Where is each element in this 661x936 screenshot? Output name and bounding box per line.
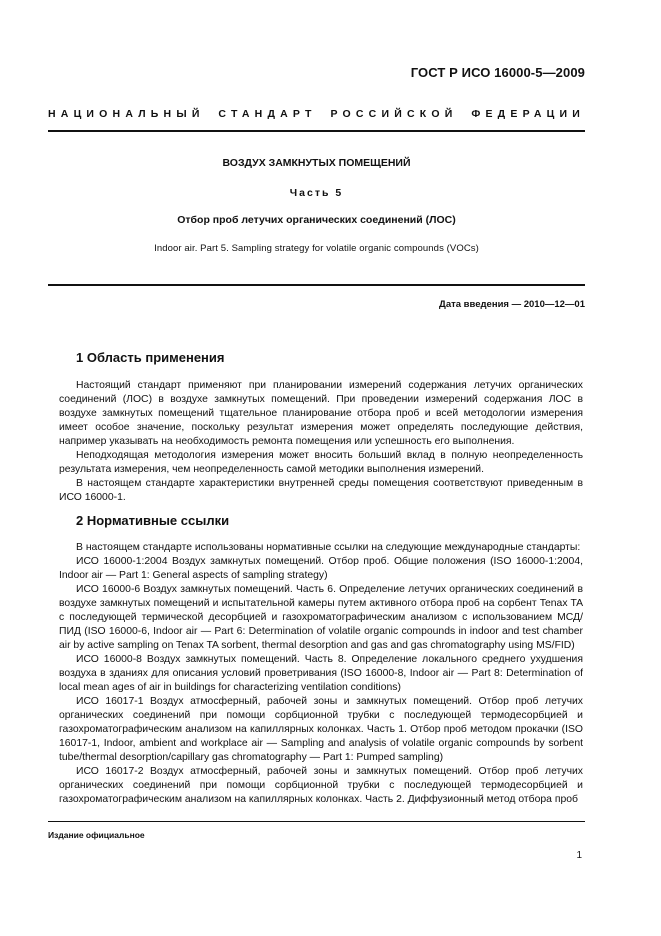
standard-code: ГОСТ Р ИСО 16000-5—2009 (410, 65, 585, 80)
reference-item: ИСО 16017-2 Воздух атмосферный, рабочей зоны и замкнутых помещений. Отбор проб летучих органических соединений при помощи сорбционной трубки с последующей термодесорбцией и газохроматографическим анализом на капиллярных колонках. Часть 2. Диффузионный метод отбора проб (59, 766, 583, 805)
section-references-body (59, 541, 583, 807)
official-edition-label: Издание официальное (48, 830, 145, 840)
document-subtitle: Отбор проб летучих органических соединений (ЛОС) (177, 214, 456, 226)
footer-rule (48, 821, 585, 822)
paragraph: Неподходящая методология измерения может вносить больший вклад в полную неопределенность результата измерения, чем неопределенность самой методики выполнения измерений. (59, 450, 583, 475)
paragraph: Настоящий стандарт применяют при планировании измерений содержания летучих органических соединений (ЛОС) в воздухе замкнутых помещений. При проведении измерений содержания ЛОС в воздухе замкнутых помещений тщательное планирование отбора проб и всей методологии измерения имеет особое значение, поскольку результат измерения может определять последующие действия, например указывать на необходимость ремонта помещения или успешность его выполнения. (59, 380, 583, 447)
national-standard-banner: НАЦИОНАЛЬНЫЙ СТАНДАРТ РОССИЙСКОЙ ФЕДЕРАЦИИ (48, 108, 585, 120)
section-scope-body (59, 379, 583, 505)
reference-item: ИСО 16000-8 Воздух замкнутых помещений. Часть 8. Определение локального среднего ухудшения воздуха в зданиях для описания условий проветривания (ISO 16000-8, Indoor air — Part 8: Determination of local mean ages of air in buildings for characterizing ventilation conditions) (59, 654, 583, 693)
english-title: Indoor air. Part 5. Sampling strategy for volatile organic compounds (VOCs) (154, 243, 479, 254)
document-title: ВОЗДУХ ЗАМКНУТЫХ ПОМЕЩЕНИЙ (222, 157, 411, 169)
reference-item: ИСО 16000-1:2004 Воздух замкнутых помещений. Отбор проб. Общие положения (ISO 16000-1:2004, Indoor air — Part 1: General aspects of sampling strategy) (59, 556, 583, 581)
introduction-date: Дата введения — 2010—12—01 (439, 299, 585, 310)
top-rule (48, 130, 585, 132)
paragraph: В настоящем стандарте использованы нормативные ссылки на следующие международные стандарты: (76, 542, 581, 553)
section-heading-scope: 1 Область применения (76, 350, 225, 365)
reference-item: ИСО 16017-1 Воздух атмосферный, рабочей зоны и замкнутых помещений. Отбор проб летучих органических соединений при помощи сорбционной трубки с последующей термодесорбцией и газохроматографическим анализом на капиллярных колонках. Часть 1. Отбор проб методом прокачки (ISO 16017-1, Indoor, ambient and workplace air — Sampling and analysis of volatile organic compounds by sorbent tube/thermal desorption/capillary gas chromatography — Part 1: Pumped sampling) (59, 696, 583, 763)
page-number: 1 (576, 850, 582, 861)
part-label: Часть 5 (289, 187, 344, 199)
title-rule (48, 284, 585, 286)
section-heading-normative-references: 2 Нормативные ссылки (76, 513, 230, 528)
paragraph: В настоящем стандарте характеристики внутренней среды помещения соответствуют приведенным в ИСО 16000-1. (59, 478, 583, 503)
reference-item: ИСО 16000-6 Воздух замкнутых помещений. Часть 6. Определение летучих органических соединений в воздухе замкнутых помещений и испытательной камеры путем активного отбора проб на сорбент Tenax TA с последующей термической десорбцией и газохроматографическим анализом с использованием МСД/ПИД (ISO 16000-6, Indoor air — Part 6: Determination of volatile organic compounds in indoor and test chamber air by active sampling on Tenax TA sorbent, thermal desorption and gas and gas chromatography using MS/FID) (59, 584, 583, 651)
